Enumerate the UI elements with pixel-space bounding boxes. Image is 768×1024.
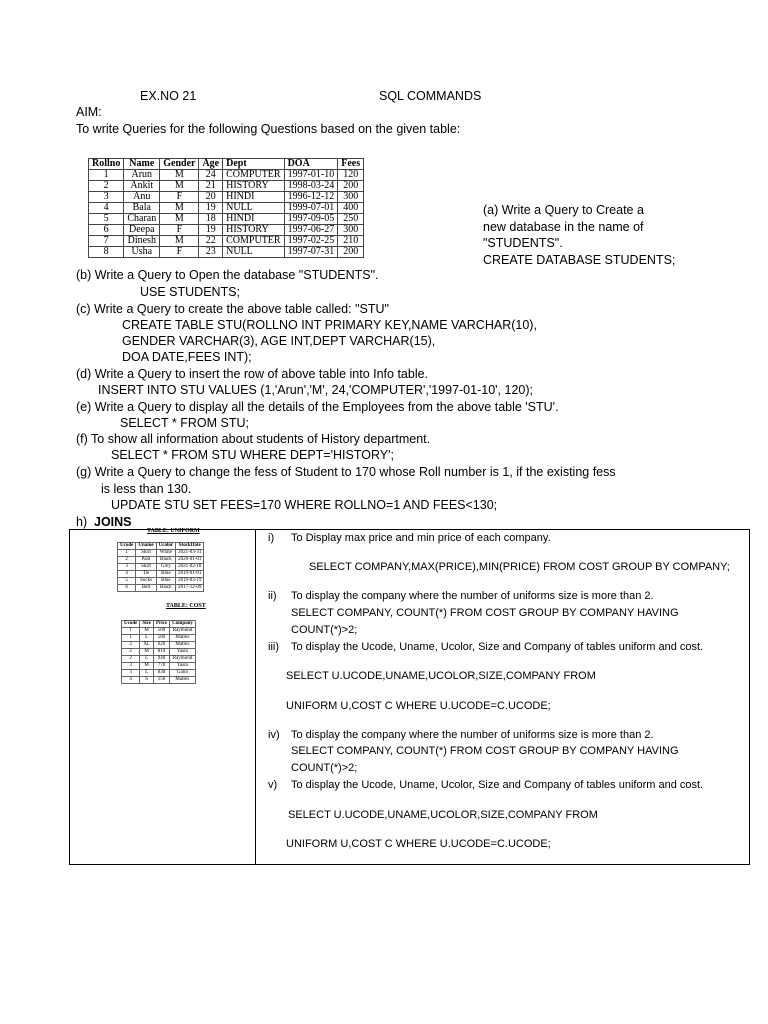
table-cell: M (140, 628, 154, 635)
table-row (89, 170, 364, 181)
table-header-cell: Fees (338, 159, 364, 170)
table-row (118, 550, 204, 557)
table-cell: M (160, 170, 199, 181)
table-cell: M (140, 649, 154, 656)
table-cell: 1997-02-25 (284, 236, 338, 247)
table-row (122, 670, 196, 677)
table-cell: Charan (124, 214, 160, 225)
join-v-question: To display the Ucode, Uname, Ucolor, Size and Company of tables uniform and cost. (291, 779, 704, 791)
table-cell: M (160, 214, 199, 225)
join-iii-answer-line2: UNIFORM U,COST C WHERE U.UCODE=C.UCODE; (286, 700, 551, 712)
table-cell: White (156, 550, 175, 557)
table-header-cell: Size (140, 621, 154, 628)
table-cell: 6 (118, 585, 136, 592)
table-row (118, 571, 204, 578)
cost-table-title: TABLE: COST (166, 603, 206, 609)
table-cell: 24 (199, 170, 223, 181)
table-cell: 2 (122, 656, 140, 663)
question-h-label: h) (76, 515, 88, 529)
table-header-cell: Rollno (89, 159, 124, 170)
table-header-cell: DOA (284, 159, 338, 170)
join-i-number: i) (268, 532, 275, 544)
table-cell: Mattex (170, 635, 196, 642)
join-v-answer-line1: SELECT U.UCODE,UNAME,UCOLOR,SIZE,COMPANY FROM (288, 809, 598, 821)
table-cell: 8 (89, 247, 124, 258)
table-cell: 23 (199, 247, 223, 258)
table-cell: 4 (118, 571, 136, 578)
table-cell: 2 (122, 642, 140, 649)
table-cell: 4 (89, 203, 124, 214)
answer-e: SELECT * FROM STU; (120, 416, 249, 430)
table-cell: 19 (199, 225, 223, 236)
table-row (89, 192, 364, 203)
table-cell: 4 (122, 677, 140, 684)
question-d: (d) Write a Query to insert the row of above table into Info table. (76, 367, 429, 381)
join-i-question: To Display max price and min price of each company. (291, 532, 551, 544)
table-header-cell: Company (170, 621, 196, 628)
answer-c-line1: CREATE TABLE STU(ROLLNO INT PRIMARY KEY,NAME VARCHAR(10), (122, 318, 537, 332)
table-cell: 580 (153, 635, 169, 642)
table-cell: 3 (122, 670, 140, 677)
table-cell: 400 (338, 203, 364, 214)
question-h-title: JOINS (94, 515, 132, 529)
table-cell: Pant (136, 557, 156, 564)
uniform-table-title: TABLE: UNIFORM (147, 528, 200, 534)
table-cell: 1 (89, 170, 124, 181)
table-cell: Dinesh (124, 236, 160, 247)
join-iv-answer-line1: SELECT COMPANY, COUNT(*) FROM COST GROUP BY COMPANY HAVING (291, 745, 679, 757)
join-ii-answer-line2: COUNT(*)>2; (291, 624, 358, 636)
table-cell: Mattex (170, 642, 196, 649)
table-cell: 21 (199, 181, 223, 192)
table-cell: 2019-01-01 (176, 571, 204, 578)
table-row (89, 247, 364, 258)
table-cell: F (160, 225, 199, 236)
join-iv-number: iv) (268, 729, 280, 741)
table-cell: 20 (199, 192, 223, 203)
table-cell: Deepa (124, 225, 160, 236)
exercise-number: EX.NO 21 (140, 89, 197, 103)
table-cell: 300 (338, 192, 364, 203)
table-cell: 18 (199, 214, 223, 225)
aim-label: AIM: (76, 105, 102, 119)
aim-text: To write Queries for the following Questions based on the given table: (76, 122, 461, 136)
table-row (122, 649, 196, 656)
answer-g: UPDATE STU SET FEES=170 WHERE ROLLNO=1 AND FEES<130; (111, 498, 498, 512)
answer-c-line2: GENDER VARCHAR(3), AGE INT,DEPT VARCHAR(15), (122, 334, 436, 348)
table-header-cell: Uname (136, 543, 156, 550)
table-cell: Skirt (136, 564, 156, 571)
table-cell: M (160, 181, 199, 192)
table-cell: 3 (89, 192, 124, 203)
question-e: (e) Write a Query to display all the details of the Employees from the above table 'STU'. (76, 400, 559, 414)
join-ii-number: ii) (268, 590, 277, 602)
table-cell: 300 (338, 225, 364, 236)
table-cell: M (160, 203, 199, 214)
table-row (122, 642, 196, 649)
table-row (122, 628, 196, 635)
table-cell: 7 (89, 236, 124, 247)
table-cell: 830 (153, 670, 169, 677)
table-cell: Blue (156, 571, 175, 578)
table-cell: 770 (153, 663, 169, 670)
table-cell: Raymond (170, 656, 196, 663)
question-g-line1: (g) Write a Query to change the fess of Student to 170 whose Roll number is 1, if the existing fess (76, 465, 616, 479)
table-cell: 2 (118, 557, 136, 564)
table-cell: 1 (118, 550, 136, 557)
table-cell: Grey (156, 564, 175, 571)
table-cell: F (160, 192, 199, 203)
table-cell: 1997-01-10 (284, 170, 338, 181)
table-cell: 5 (118, 578, 136, 585)
join-v-answer-line2: UNIFORM U,COST C WHERE U.UCODE=C.UCODE; (286, 838, 551, 850)
join-v-number: v) (268, 779, 278, 791)
table-header-cell: Price (153, 621, 169, 628)
question-a-line3: "STUDENTS". (483, 236, 563, 250)
table-cell: Black (156, 557, 175, 564)
question-f: (f) To show all information about students of History department. (76, 432, 431, 446)
table-cell: NULL (223, 203, 284, 214)
table-row (89, 225, 364, 236)
table-cell: 22 (199, 236, 223, 247)
table-cell: 200 (338, 247, 364, 258)
table-cell: XL (140, 642, 154, 649)
table-cell: Arun (124, 170, 160, 181)
table-cell: HINDI (223, 214, 284, 225)
table-cell: Raymond (170, 628, 196, 635)
table-cell: 2019-03-19 (176, 578, 204, 585)
table-cell: L (140, 656, 154, 663)
table-header-cell: Age (199, 159, 223, 170)
stu-table (88, 158, 364, 258)
table-cell: 1997-09-05 (284, 214, 338, 225)
table-cell: 500 (153, 628, 169, 635)
table-cell: Bala (124, 203, 160, 214)
join-iv-question: To display the company where the number of uniforms size is more than 2. (291, 729, 654, 741)
question-b: (b) Write a Query to Open the database "STUDENTS". (76, 268, 379, 282)
table-cell: Black (156, 585, 175, 592)
table-cell: 6 (89, 225, 124, 236)
table-cell: 2021-03-31 (176, 550, 204, 557)
answer-a: CREATE DATABASE STUDENTS; (483, 253, 676, 267)
table-cell: Socks (136, 578, 156, 585)
join-ii-answer-line1: SELECT COMPANY, COUNT(*) FROM COST GROUP BY COMPANY HAVING (291, 607, 679, 619)
table-row (122, 663, 196, 670)
table-cell: 810 (153, 649, 169, 656)
table-cell: 150 (153, 677, 169, 684)
table-header-cell: Ucode (118, 543, 136, 550)
joins-divider (255, 529, 256, 865)
table-cell: Yasin (170, 663, 196, 670)
question-g-line2: is less than 130. (101, 482, 192, 496)
table-cell: 2020-01-01 (176, 557, 204, 564)
table-cell: Yasin (170, 649, 196, 656)
table-cell: COMPUTER (223, 170, 284, 181)
table-row (118, 557, 204, 564)
table-row (89, 181, 364, 192)
table-cell: F (160, 247, 199, 258)
table-cell: COMPUTER (223, 236, 284, 247)
table-cell: 3 (118, 564, 136, 571)
table-row (122, 635, 196, 642)
table-cell: 1999-07-01 (284, 203, 338, 214)
table-cell: L (140, 670, 154, 677)
uniform-table (117, 542, 204, 592)
answer-c-line3: DOA DATE,FEES INT); (122, 350, 252, 364)
table-cell: Galin (170, 670, 196, 677)
table-cell: Tie (136, 571, 156, 578)
table-cell: L (140, 635, 154, 642)
table-header-cell: Ucode (122, 621, 140, 628)
join-i-answer: SELECT COMPANY,MAX(PRICE),MIN(PRICE) FROM COST GROUP BY COMPANY; (309, 561, 730, 573)
table-header-cell: Gender (160, 159, 199, 170)
cost-table (121, 620, 196, 684)
table-cell: Anu (124, 192, 160, 203)
table-cell: Shirt (136, 550, 156, 557)
table-cell: 940 (153, 656, 169, 663)
table-cell: 1 (122, 635, 140, 642)
table-cell: 210 (338, 236, 364, 247)
join-iii-answer-line1: SELECT U.UCODE,UNAME,UCOLOR,SIZE,COMPANY FROM (286, 670, 596, 682)
question-a-line2: new database in the name of (483, 220, 644, 234)
table-cell: 2 (122, 649, 140, 656)
table-cell: S (140, 677, 154, 684)
table-row (89, 203, 364, 214)
table-cell: HISTORY (223, 181, 284, 192)
table-header-cell: Ucolor (156, 543, 175, 550)
table-cell: 120 (338, 170, 364, 181)
table-row (122, 656, 196, 663)
table-cell: 19 (199, 203, 223, 214)
table-row (122, 677, 196, 684)
table-cell: 1997-06-27 (284, 225, 338, 236)
table-cell: 200 (338, 181, 364, 192)
table-row (118, 585, 204, 592)
table-cell: 1998-03-24 (284, 181, 338, 192)
table-cell: 1997-07-31 (284, 247, 338, 258)
table-cell: NULL (223, 247, 284, 258)
table-cell: 3 (122, 663, 140, 670)
table-cell: 2 (89, 181, 124, 192)
table-cell: Mattex (170, 677, 196, 684)
table-cell: 5 (89, 214, 124, 225)
table-cell: Usha (124, 247, 160, 258)
page-title: SQL COMMANDS (379, 89, 482, 103)
table-cell: 1996-12-12 (284, 192, 338, 203)
answer-d: INSERT INTO STU VALUES (1,'Arun','M', 24,'COMPUTER','1997-01-10', 120); (98, 383, 533, 397)
join-iii-number: iii) (268, 641, 279, 653)
table-cell: 250 (338, 214, 364, 225)
join-iv-answer-line2: COUNT(*)>2; (291, 762, 358, 774)
table-cell: Ankit (124, 181, 160, 192)
table-cell: HISTORY (223, 225, 284, 236)
join-ii-question: To display the company where the number of uniforms size is more than 2. (291, 590, 654, 602)
table-header-cell: Dept (223, 159, 284, 170)
answer-b: USE STUDENTS; (140, 285, 241, 299)
table-cell: M (160, 236, 199, 247)
table-cell: HINDI (223, 192, 284, 203)
table-cell: Belt (136, 585, 156, 592)
question-c: (c) Write a Query to create the above table called: "STU" (76, 302, 389, 316)
table-row (118, 578, 204, 585)
table-cell: M (140, 663, 154, 670)
table-header-cell: StockDate (176, 543, 204, 550)
table-cell: Blue (156, 578, 175, 585)
table-cell: 1 (122, 628, 140, 635)
table-row (89, 236, 364, 247)
table-header-cell: Name (124, 159, 160, 170)
table-row (118, 564, 204, 571)
table-cell: 2017-12-09 (176, 585, 204, 592)
join-iii-question: To display the Ucode, Uname, Ucolor, Size and Company of tables uniform and cost. (291, 641, 704, 653)
question-a-line1: (a) Write a Query to Create a (483, 203, 644, 217)
answer-f: SELECT * FROM STU WHERE DEPT='HISTORY'; (111, 448, 394, 462)
table-cell: 2021-02-18 (176, 564, 204, 571)
table-row (89, 214, 364, 225)
table-cell: 620 (153, 642, 169, 649)
